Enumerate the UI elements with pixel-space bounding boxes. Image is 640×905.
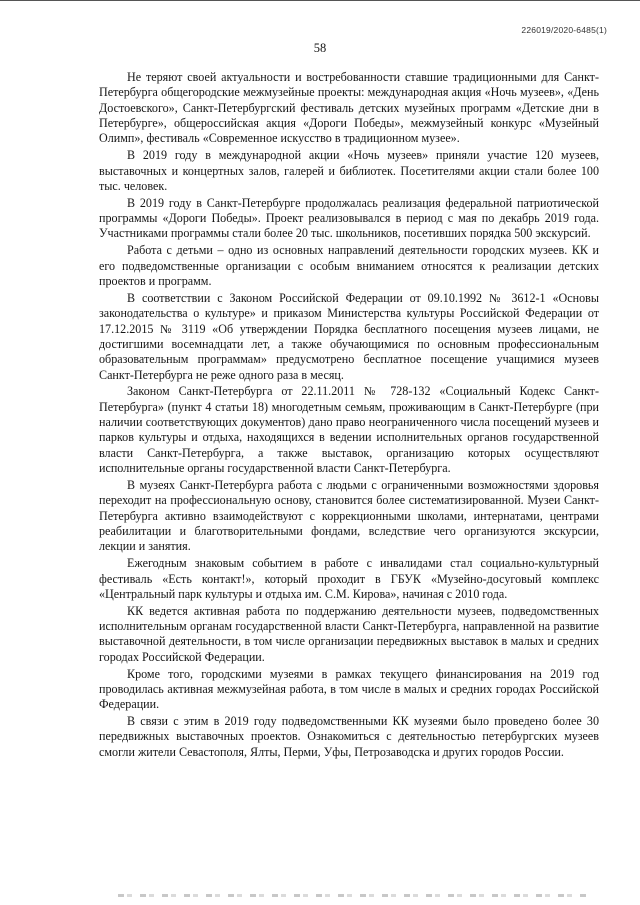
page-number: 58 bbox=[313, 41, 327, 55]
paragraph: Не теряют своей актуальности и востребованности ставшие традиционными для Санкт-Петербурга общегородские межмузейные проекты: международная акция «Ночь музеев», «День Достоевского», Санкт-Петербургский фестиваль детских музейных программ «Детские дни в Петербурге», общероссийская акция «Дороги Победы», межмузейный конкурс «Музейный Олимп», фестиваль «Современное искусство в традиционном музее». bbox=[99, 70, 599, 146]
top-border-line bbox=[0, 0, 640, 1]
paragraph: В 2019 году в международной акции «Ночь музеев» приняли участие 120 музеев, выставочных и концертных залов, галерей и библиотек. Посетителями акции стали более 100 тыс. человек. bbox=[99, 148, 599, 193]
scan-artifact bbox=[118, 894, 588, 897]
paragraph: Кроме того, городскими музеями в рамках текущего финансирования на 2019 год проводилась активная межмузейная работа, в том числе в малых и средних городах Российской Федерации. bbox=[99, 666, 599, 712]
paragraph: Законом Санкт-Петербурга от 22.11.2011 № 728-132 «Социальный Кодекс Санкт-Петербурга» (пункт 4 статьи 18) многодетным семьям, проживающим в Санкт-Петербурге (при наличии соответствующих документов) дано право неограниченного числа посещений музеев и парков культуры и отдыха, находящихся в ведении исполнительных органов государственной власти Санкт-Петербурга, а также выставок, организацию которых осуществляют исполнительные органы государственной власти Санкт-Петербурга. bbox=[99, 384, 599, 476]
paragraph: Работа с детьми – одно из основных направлений деятельности городских музеев. КК и его подведомственные организации с особым вниманием относятся к реализации детских проектов и программ. bbox=[99, 243, 599, 288]
document-id: 226019/2020-6485(1) bbox=[521, 25, 607, 35]
paragraph: Ежегодным знаковым событием в работе с инвалидами стал социально-культурный фестиваль «Есть контакт!», который проходит в ГБУК «Музейно-досуговый комплекс «Центральный парк культуры и отдыха им. С.М. Кирова», начиная с 2010 года. bbox=[99, 556, 599, 601]
paragraph: КК ведется активная работа по поддержанию деятельности музеев, подведомственных исполнительным органам государственной власти Санкт-Петербурга, направленной на развитие выставочной деятельности, в том числе организации передвижных выставок в малых и средних городах Российской Федерации. bbox=[99, 603, 599, 664]
paragraph: В связи с этим в 2019 году подведомственными КК музеями было проведено более 30 передвижных выставочных проектов. Ознакомиться с деятельностью петербургских музеев смогли жители Севастополя, Ялты, Перми, Уфы, Петрозаводска и других городов России. bbox=[99, 714, 599, 759]
paragraph: В 2019 году в Санкт-Петербурге продолжалась реализация федеральной патриотической программы «Дороги Победы». Проект реализовывался в период с мая по декабрь 2019 года. Участниками программы стали более 20 тыс. школьников, посетивших порядка 500 экскурсий. bbox=[99, 195, 599, 241]
paragraph: В музеях Санкт-Петербурга работа с людьми с ограниченными возможностями здоровья переходит на профессиональную основу, становится более систематизированной. Музеи Санкт-Петербурга активно взаимодействуют с коррекционными школами, интернатами, центрами реабилитации и благотворительными фондами, вследствие чего организуются экскурсии, лекции и занятия. bbox=[99, 477, 599, 554]
paragraph: В соответствии с Законом Российской Федерации от 09.10.1992 № 3612-1 «Основы законодательства о культуре» и приказом Министерства культуры Российской Федерации от 17.12.2015 № 3119 «Об утверждении Порядка бесплатного посещения музеев лицами, не достигшими восемнадцати лет, а также обучающимися по основным профессиональным образовательным программам» предусмотрено бесплатное посещение учащимися музеев Санкт-Петербурга не реже одного раза в месяц. bbox=[99, 290, 599, 382]
document-body bbox=[99, 70, 599, 762]
